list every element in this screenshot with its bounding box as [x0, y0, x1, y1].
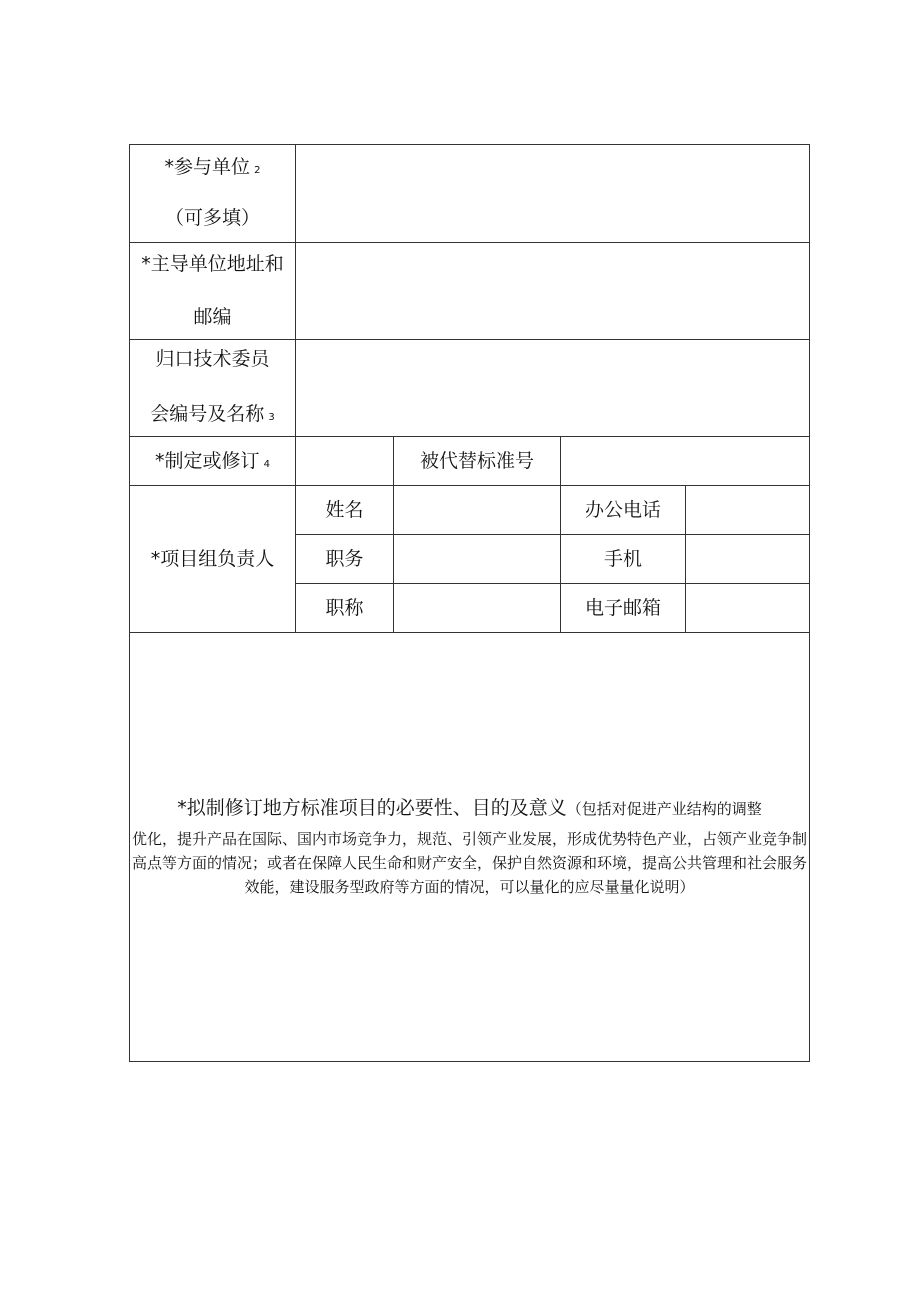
justification-heading: [130, 796, 809, 821]
office-phone-label: 办公电话: [561, 486, 686, 535]
lead-unit-address-label-line2: 邮编: [193, 306, 232, 329]
footnote-marker: 4: [263, 458, 270, 470]
footnote-marker: 2: [254, 164, 261, 176]
technical-committee-field[interactable]: [296, 340, 810, 437]
position-field[interactable]: [394, 535, 561, 584]
replaced-standard-label: 被代替标准号: [394, 437, 561, 486]
technical-committee-label-line2: [130, 403, 295, 426]
title-field[interactable]: [394, 584, 561, 633]
justification-heading-text: *拟制修订地方标准项目的必要性、目的及意义: [177, 796, 567, 819]
project-leader-label: *项目组负责人: [130, 486, 296, 633]
technical-committee-label-cell: [130, 340, 296, 437]
participating-units-label-text: *参与单位: [164, 155, 251, 178]
participating-units-label-note: （可多填）: [164, 206, 260, 229]
formulate-revise-row: [130, 437, 810, 486]
participating-units-field[interactable]: [296, 145, 810, 243]
lead-unit-address-label: *主导单位地址和: [141, 253, 284, 275]
name-label: 姓名: [296, 486, 394, 535]
justification-field[interactable]: [130, 633, 810, 1062]
participating-units-label: [130, 156, 295, 179]
participating-units-row: [130, 145, 810, 243]
formulate-revise-label: *制定或修订: [155, 449, 260, 472]
justification-note: （包括对促进产业结构的调整: [566, 799, 762, 818]
office-phone-field[interactable]: [686, 486, 810, 535]
technical-committee-label-text: 会编号及名称: [150, 403, 265, 426]
justification-row: [130, 633, 810, 1062]
lead-unit-address-field[interactable]: [296, 243, 810, 340]
technical-committee-label: 归口技术委员: [155, 348, 270, 370]
application-form-table: [129, 144, 810, 1062]
project-leader-row-name: [130, 486, 810, 535]
title-label: 职称: [296, 584, 394, 633]
email-label: 电子邮箱: [561, 584, 686, 633]
replaced-standard-field[interactable]: [561, 437, 810, 486]
formulate-revise-field[interactable]: [296, 437, 394, 486]
justification-instructions: 优化，提升产品在国际、国内市场竞争力，规范、引领产业发展，形成优势特色产业，占领产业竞争制高点等方面的情况；或者在保障人民生命和财产安全，保护自然资源和环境，提高公共管理和社会服务效能，建设服务型政府等方面的情况，可以量化的应尽量量化说明）: [131, 829, 807, 896]
mobile-field[interactable]: [686, 535, 810, 584]
position-label: 职务: [296, 535, 394, 584]
name-field[interactable]: [394, 486, 561, 535]
lead-unit-address-row: [130, 243, 810, 340]
technical-committee-row: [130, 340, 810, 437]
mobile-label: 手机: [561, 535, 686, 584]
participating-units-label-cell: [130, 145, 296, 243]
formulate-revise-label-cell: [130, 437, 296, 486]
email-field[interactable]: [686, 584, 810, 633]
lead-unit-address-label-cell: [130, 243, 296, 340]
footnote-marker: 3: [268, 412, 275, 424]
